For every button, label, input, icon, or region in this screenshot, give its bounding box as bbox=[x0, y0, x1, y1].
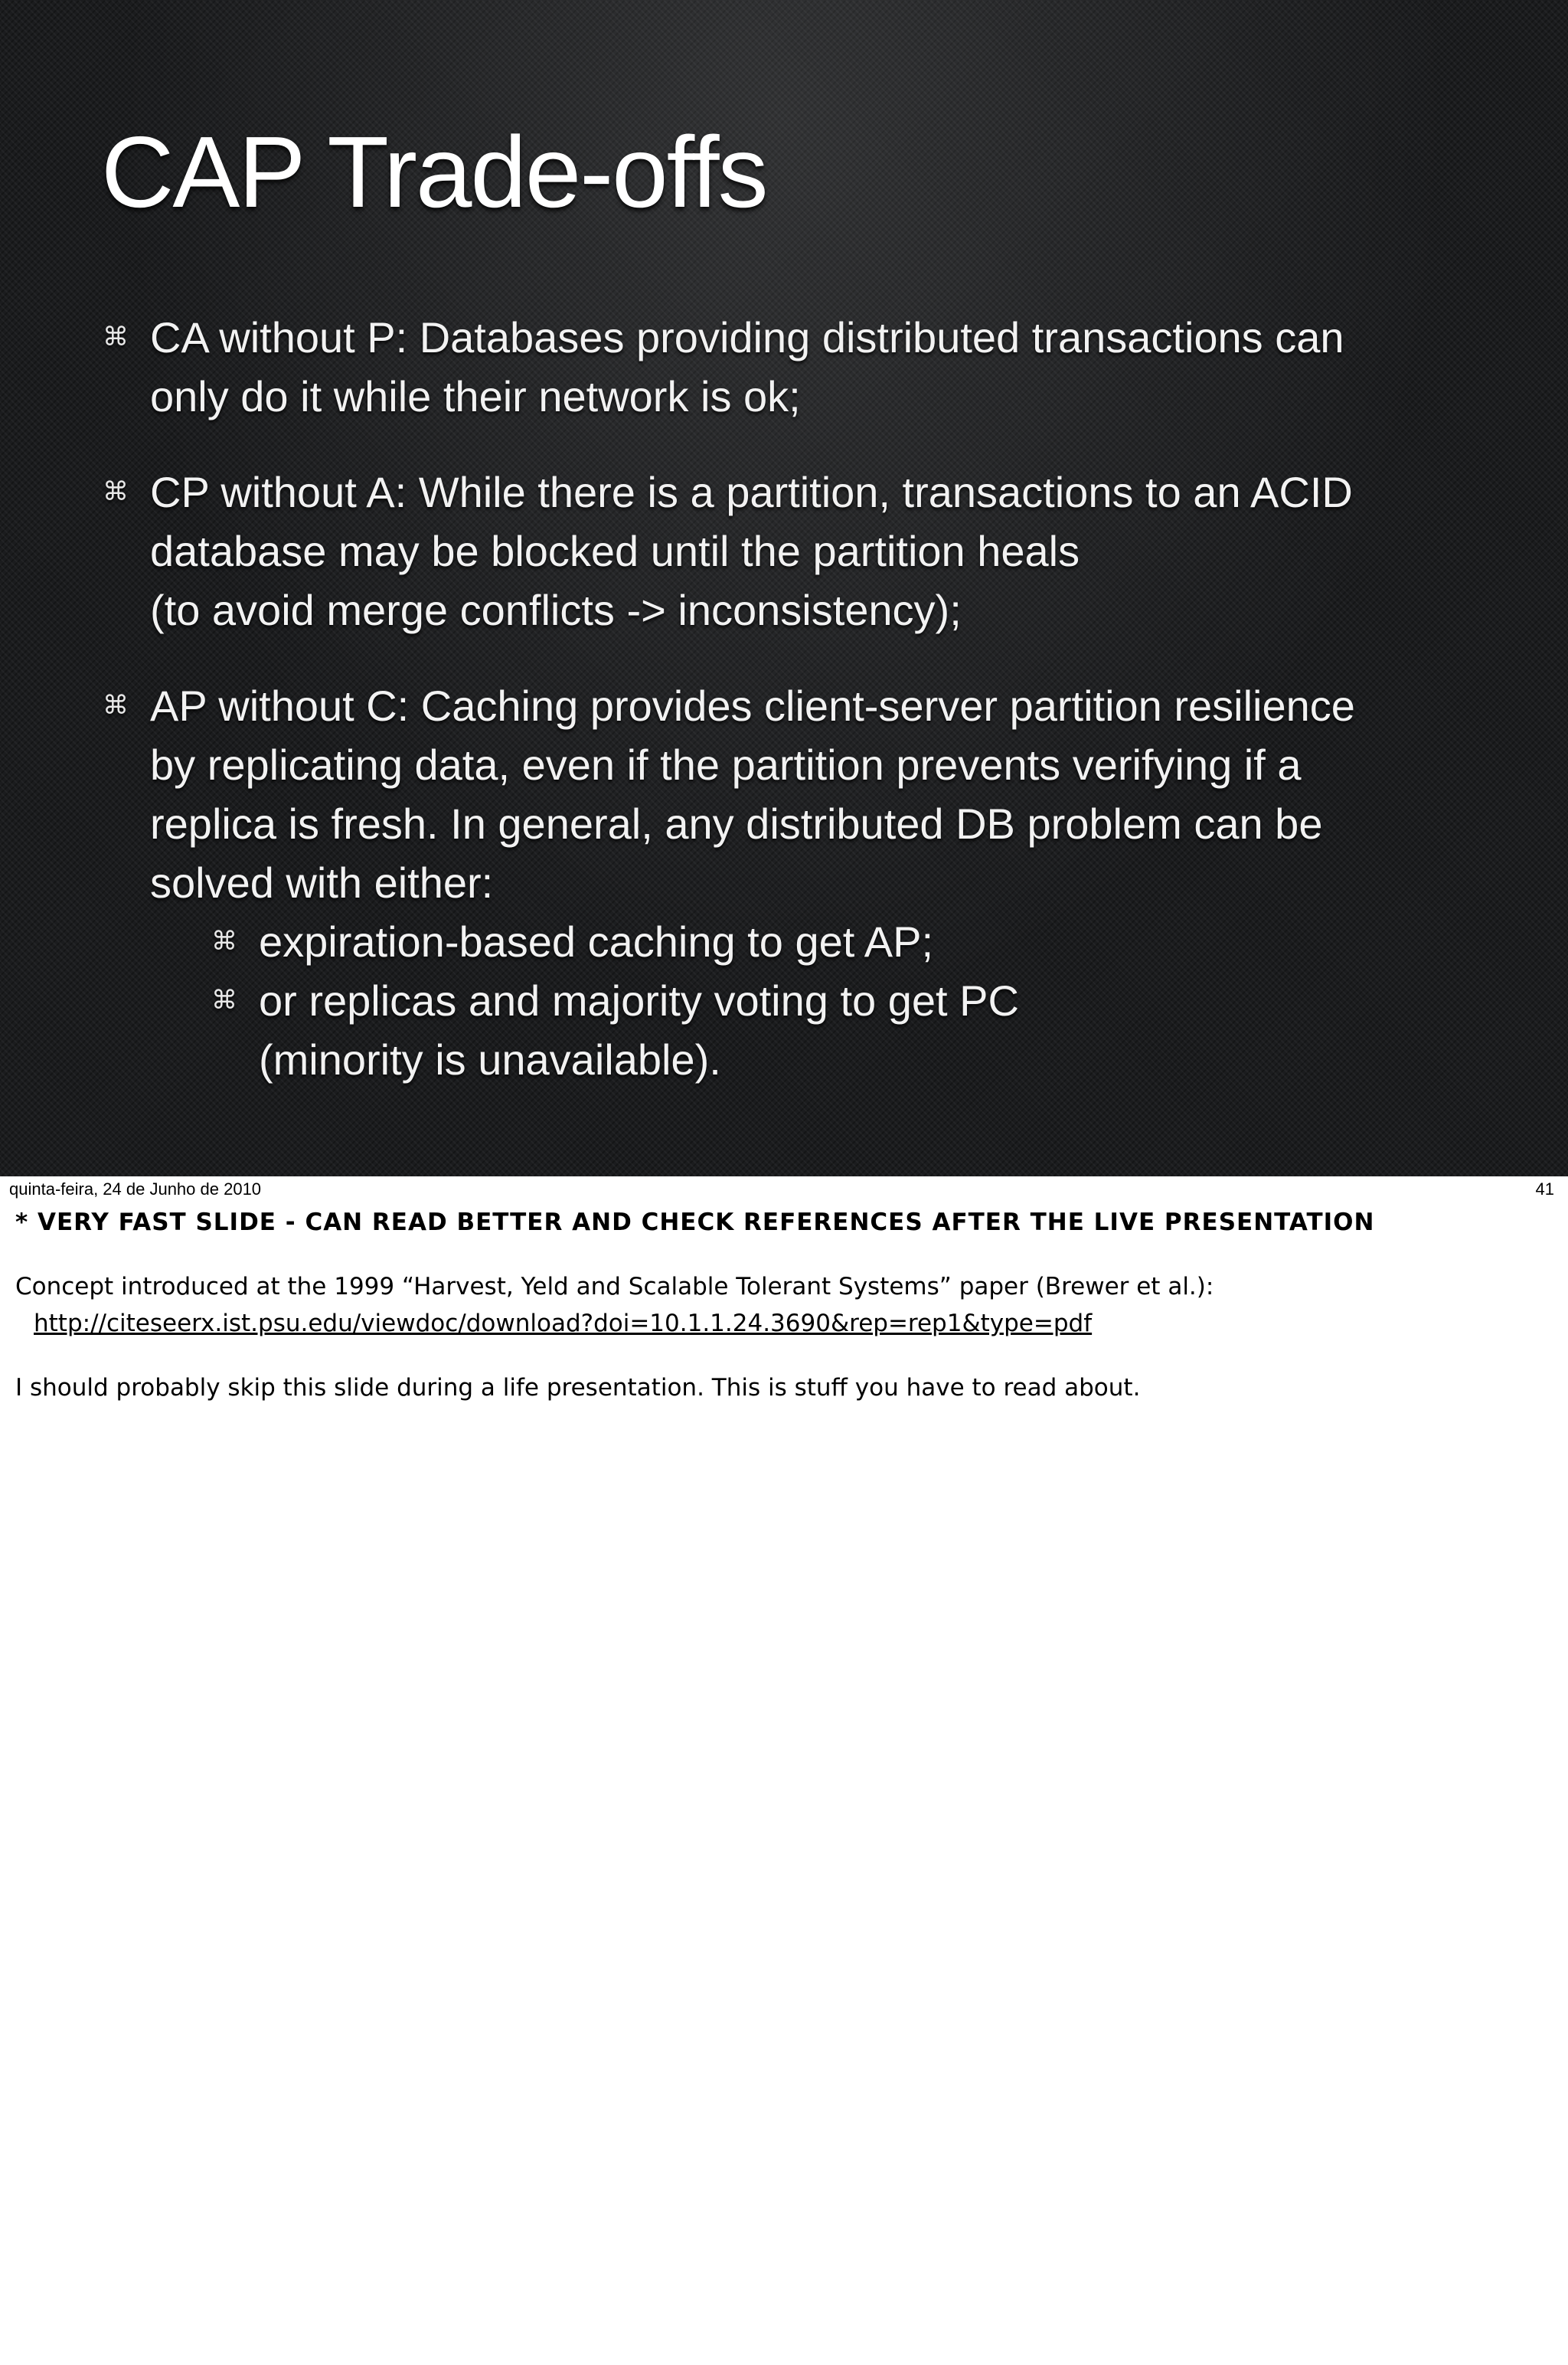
bullet-line: solved with either: bbox=[150, 859, 494, 907]
slide-footer bbox=[0, 1176, 1568, 1205]
command-bullet-icon: ⌘ bbox=[103, 322, 129, 352]
notes-heading: * VERY FAST SLIDE - CAN READ BETTER AND CHECK REFERENCES AFTER THE LIVE PRESENTATION bbox=[15, 1209, 1375, 1236]
notes-spacer bbox=[15, 1342, 1547, 1369]
bullet-line: CA without P: Databases providing distributed transactions can bbox=[150, 313, 1344, 361]
bullet-line: AP without C: Caching provides client-server partition resilience bbox=[150, 682, 1355, 730]
bullet-item-ca bbox=[103, 308, 1498, 426]
bullet-line: only do it while their network is ok; bbox=[150, 372, 801, 420]
sub-bullet-list bbox=[150, 912, 1498, 1089]
notes-spacer bbox=[15, 1241, 1547, 1268]
command-bullet-icon: ⌘ bbox=[103, 477, 129, 506]
citeseerx-link[interactable]: http://citeseerx.ist.psu.edu/viewdoc/download?doi=10.1.1.24.3690&rep=rep1&type=pdf bbox=[34, 1310, 1093, 1337]
command-bullet-icon: ⌘ bbox=[211, 927, 237, 956]
page-number: 41 bbox=[1535, 1179, 1554, 1199]
bullet-list bbox=[103, 308, 1498, 1126]
sub-bullet-item-caching bbox=[211, 912, 1498, 971]
sub-bullet-line: or replicas and majority voting to get PC bbox=[259, 976, 1019, 1025]
command-bullet-icon: ⌘ bbox=[103, 691, 129, 720]
slide-title: CAP Trade-offs bbox=[101, 116, 767, 228]
bullet-line: by replicating data, even if the partition prevents verifying if a bbox=[150, 741, 1302, 789]
bullet-line: CP without A: While there is a partition, transactions to an ACID bbox=[150, 468, 1353, 516]
bullet-line: replica is fresh. In general, any distributed DB problem can be bbox=[150, 800, 1323, 848]
sub-bullet-line: (minority is unavailable). bbox=[259, 1035, 721, 1084]
speaker-notes bbox=[15, 1204, 1547, 1406]
sub-bullet-line: expiration-based caching to get AP; bbox=[259, 918, 934, 966]
bullet-line: (to avoid merge conflicts -> inconsistency); bbox=[150, 586, 962, 634]
bullet-item-cp bbox=[103, 463, 1498, 639]
command-bullet-icon: ⌘ bbox=[211, 986, 237, 1015]
sub-bullet-item-replicas bbox=[211, 971, 1498, 1089]
slide bbox=[0, 0, 1568, 1176]
notes-closing-text: I should probably skip this slide during a life presentation. This is stuff you have to read about. bbox=[15, 1374, 1141, 1402]
bullet-line: database may be blocked until the partition heals bbox=[150, 527, 1080, 575]
bullet-item-ap bbox=[103, 676, 1498, 1089]
notes-concept-text: Concept introduced at the 1999 “Harvest, Yeld and Scalable Tolerant Systems” paper (Brewer et al.): bbox=[15, 1273, 1214, 1300]
footer-date: quinta-feira, 24 de Junho de 2010 bbox=[9, 1179, 262, 1199]
